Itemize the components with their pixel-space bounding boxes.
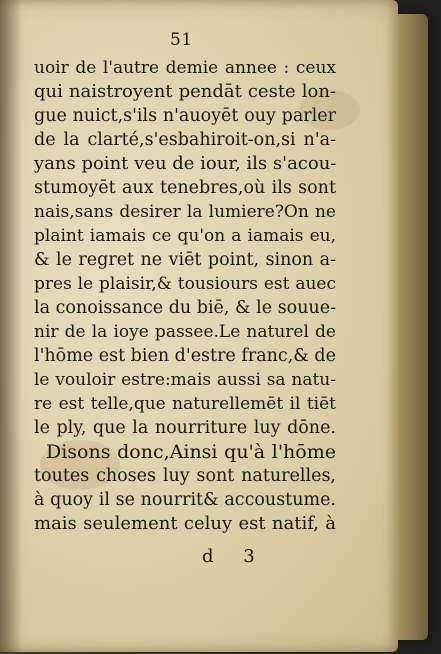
text-line: uoir de l'autre demie annee : ceux [34,58,336,78]
text-line: stumoyēt aux tenebres,où ils sont [34,178,336,198]
signature-number: 3 [243,546,255,567]
text-line: à quoy il se nourrit& accoustume. [34,490,336,510]
page-number: 51 [170,30,193,50]
text-line: l'hōme est bien d'estre franc,& de [34,346,336,366]
text-line: re est telle,que naturellemēt il tiēt [34,394,336,414]
text-line: le vouloir estre:mais aussi sa natu- [34,370,336,390]
text-line: toutes choses luy sont naturelles, [34,466,336,486]
text-line: gue nuict,s'ils n'auoyēt ouy parler [34,106,336,126]
text-line: pres le plaisir,& tousiours est auec [34,274,336,294]
text-line: yans point veu de iour, ils s'acou- [34,153,337,174]
text-line: nais,sans desirer la lumiere?On ne [34,202,336,222]
text-line: la conoissance du biē, & le souue- [34,298,337,318]
text-line: qui naistroyent pendāt ceste lon- [34,81,336,102]
signature-letter: d [202,546,214,567]
text-line: plaint iamais ce qu'on a iamais eu, [34,226,336,246]
text-line: mais seulement celuy est natif, à [34,513,336,534]
text-line: nir de la ioye passee.Le naturel de [34,322,336,342]
text-line: de la clarté,s'esbahiroit-on,si n'a- [34,130,336,150]
text-line: Disons donc,Ainsi qu'à l'hōme [46,441,336,463]
signature-mark [202,546,255,567]
text-line: le ply, que la nourriture luy dōne. [34,418,336,438]
text-line: & le regret ne viēt point, sinon a- [34,250,336,270]
